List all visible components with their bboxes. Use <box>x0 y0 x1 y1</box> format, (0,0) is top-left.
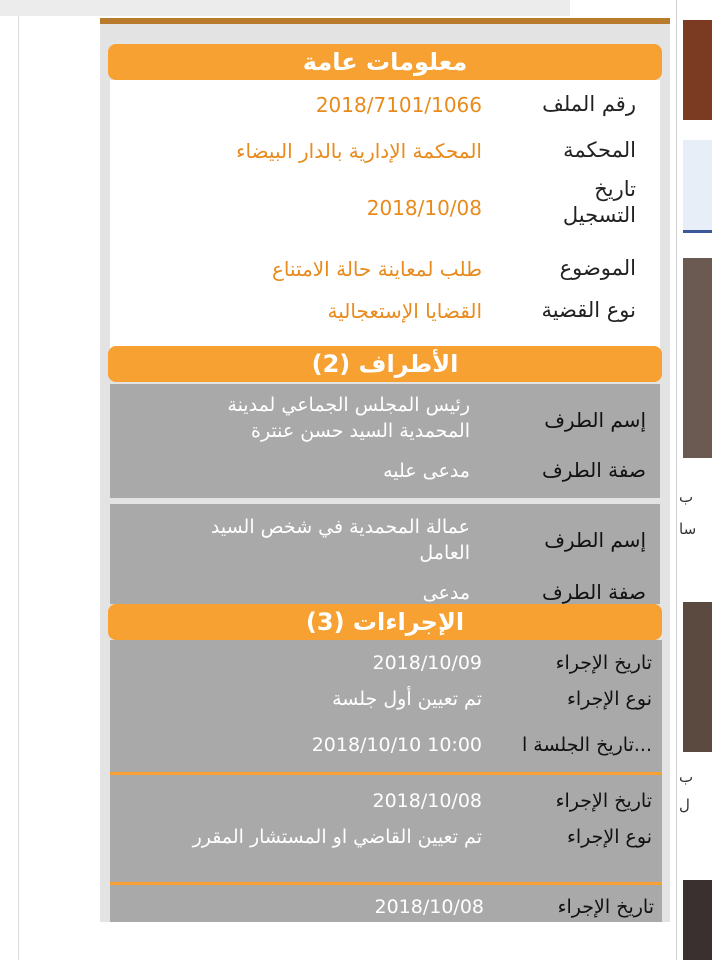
label-file-number: رقم الملف <box>542 92 636 116</box>
procedure-1-type <box>110 684 660 714</box>
procedure-2-date <box>110 786 660 816</box>
procedures-header[interactable]: الإجراءات (3) <box>108 604 662 640</box>
procedure-session-value: 2018/10/10 10:00 <box>311 734 482 756</box>
procedure-date-label: تاريخ الإجراء <box>557 896 654 918</box>
label-registration-date: تاريخ التسجيل <box>562 177 636 227</box>
sidebar-text-3: ب <box>679 768 694 786</box>
page-left-border <box>18 16 19 960</box>
party-role-value: مدعى <box>422 582 470 604</box>
procedure-date-label: تاريخ الإجراء <box>555 652 652 674</box>
procedure-type-label: نوع الإجراء <box>566 688 652 710</box>
party-role-label: صفة الطرف <box>541 458 646 482</box>
value-subject: طلب لمعاينة حالة الامتناع <box>271 257 482 281</box>
sidebar-text-1: ب <box>679 488 694 506</box>
party-name-label: إسم الطرف <box>544 408 646 432</box>
label-court: المحكمة <box>563 138 636 162</box>
procedure-date-value: 2018/10/09 <box>372 652 482 674</box>
general-info-header[interactable]: معلومات عامة <box>108 44 662 80</box>
procedure-date-value: 2018/10/08 <box>374 896 484 918</box>
procedure-date-value: 2018/10/08 <box>372 790 482 812</box>
value-court: المحكمة الإدارية بالدار البيضاء <box>236 139 482 163</box>
sidebar-thumbnail-1[interactable] <box>683 20 712 120</box>
label-subject: الموضوع <box>559 256 636 280</box>
sidebar-text-4: ل <box>679 796 690 814</box>
sidebar-thumbnail-4[interactable] <box>683 880 712 960</box>
procedure-session-label: تاريخ الجلسة ا... <box>521 734 652 756</box>
row-case-type <box>110 294 660 328</box>
party-card-2 <box>110 504 660 604</box>
value-registration-date: 2018/10/08 <box>366 196 482 220</box>
row-file-number <box>110 88 660 122</box>
sidebar-card-1[interactable] <box>683 140 712 233</box>
procedure-3 <box>110 890 662 922</box>
procedure-date-label: تاريخ الإجراء <box>555 790 652 812</box>
panel-top-bar <box>100 18 670 24</box>
right-sidebar <box>676 0 712 960</box>
party-name-label: إسم الطرف <box>544 528 646 552</box>
procedure-type-value: تم تعيين القاضي او المستشار المقرر <box>192 826 482 848</box>
row-court <box>110 134 660 168</box>
browser-top-strip <box>0 0 570 16</box>
procedure-separator <box>110 882 662 885</box>
case-details-panel <box>100 18 670 922</box>
sidebar-thumbnail-3[interactable] <box>683 602 712 752</box>
party-name-value: رئيس المجلس الجماعي لمدينة المحمدية السيد حسن عنترة <box>227 394 470 442</box>
party-card-1 <box>110 384 660 498</box>
party-role-label: صفة الطرف <box>541 580 646 604</box>
parties-header[interactable]: الأطراف (2) <box>108 346 662 382</box>
value-case-type: القضايا الإستعجالية <box>327 299 482 323</box>
procedure-1 <box>110 648 660 678</box>
sidebar-thumbnail-2[interactable] <box>683 258 712 458</box>
party-name-value: عمالة المحمدية في شخص السيد العامل <box>210 516 470 564</box>
procedure-separator <box>110 772 662 775</box>
row-registration-date <box>110 176 660 240</box>
label-case-type: نوع القضية <box>541 298 636 322</box>
party-role-value: مدعى عليه <box>383 460 470 482</box>
procedure-1-session <box>110 730 660 760</box>
procedure-2-type <box>110 822 660 852</box>
row-subject <box>110 252 660 286</box>
value-file-number: 2018/7101/1066 <box>315 93 482 117</box>
sidebar-text-2: سا <box>679 520 697 538</box>
procedure-2 <box>110 782 662 882</box>
general-info-card <box>110 80 660 358</box>
procedure-type-value: تم تعيين أول جلسة <box>332 688 482 710</box>
procedure-type-label: نوع الإجراء <box>566 826 652 848</box>
